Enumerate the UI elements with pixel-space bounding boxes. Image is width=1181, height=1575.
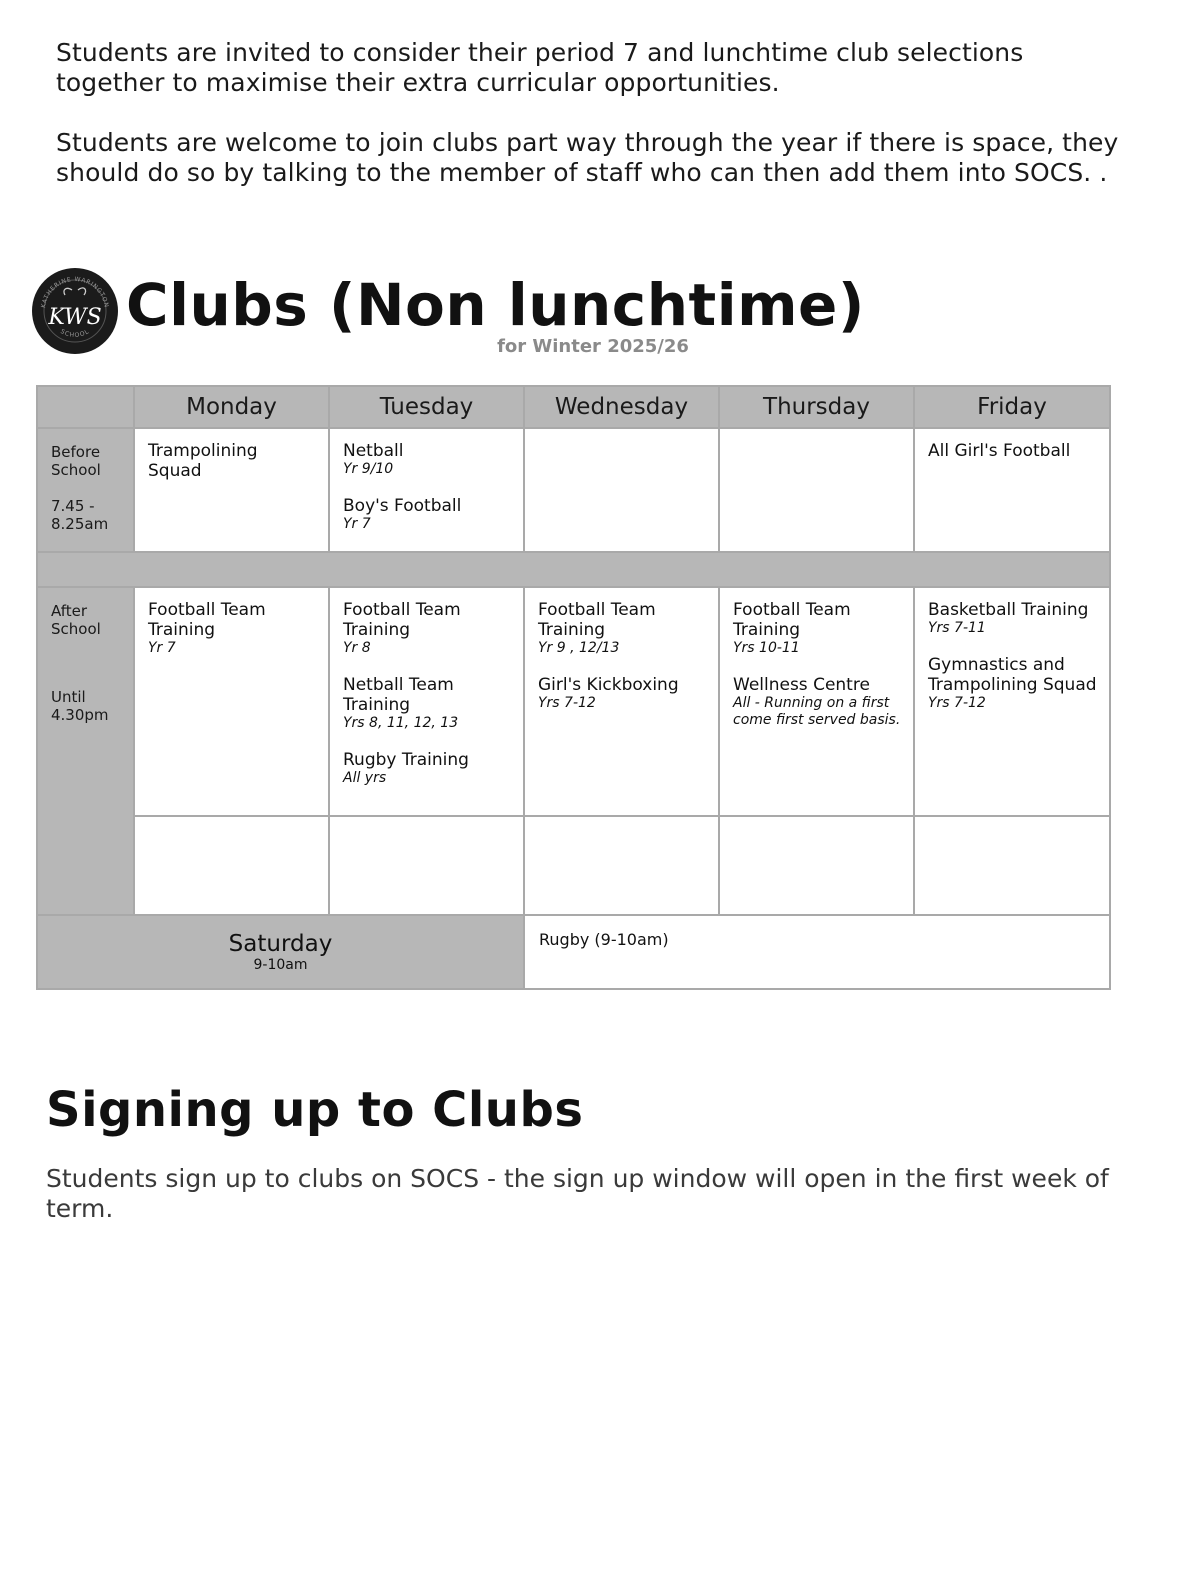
school-logo (32, 268, 118, 354)
before-school-monday (134, 428, 329, 552)
before-school-row (37, 428, 1110, 552)
club-year-groups: Yrs 10-11 (733, 640, 800, 656)
day-wednesday: Wednesday (524, 386, 719, 428)
after-school-tuesday (329, 587, 524, 816)
before-school-label (37, 428, 134, 552)
saturday-label (37, 915, 524, 989)
saturday-activity: Rugby (9-10am) (524, 915, 1110, 989)
day-thursday: Thursday (719, 386, 914, 428)
day-header-row (37, 386, 1110, 428)
after-school-thursday (719, 587, 914, 816)
club-name: Netball Team Training (343, 675, 454, 715)
club-year-groups: All yrs (343, 770, 387, 786)
club-name: Netball (343, 441, 404, 461)
intro-paragraph-1: Students are invited to consider their period 7 and lunchtime club selections together to maximise their extra curricular opportunities. (56, 38, 1024, 97)
after-school-time: Until 4.30pm (51, 688, 109, 724)
club-name: Football Team Training (733, 600, 851, 640)
club-entry (148, 600, 316, 657)
intro-text (56, 38, 1136, 218)
signup-body: Students sign up to clubs on SOCS - the sign up window will open in the first week of term. (46, 1164, 1109, 1223)
club-entry (928, 655, 1097, 712)
club-name: Football Team Training (343, 600, 461, 640)
club-entry (733, 675, 901, 729)
empty-cell-friday (914, 816, 1110, 915)
empty-cell-thursday (719, 816, 914, 915)
day-tuesday: Tuesday (329, 386, 524, 428)
svg-text:SCHOOL: SCHOOL (59, 327, 91, 340)
club-name: Rugby Training (343, 750, 469, 770)
separator-row (37, 552, 1110, 587)
club-year-groups: Yr 9/10 (343, 461, 394, 477)
signup-title: Signing up to Clubs (46, 1082, 584, 1138)
before-school-thursday (719, 428, 914, 552)
club-year-groups: All - Running on a first come first served basis. (733, 695, 901, 728)
club-entry (343, 750, 511, 787)
club-entry (343, 496, 511, 533)
before-school-title: Before School (51, 443, 101, 479)
after-school-friday (914, 587, 1110, 816)
club-name: Gymnastics and Trampolining Squad (928, 655, 1097, 695)
club-entry (928, 441, 1097, 461)
school-crest-icon (32, 268, 118, 354)
club-name: Boy's Football (343, 496, 462, 516)
saturday-time: 9-10am (253, 957, 308, 973)
before-school-time: 7.45 - 8.25am (51, 497, 109, 533)
svg-text:KWS: KWS (48, 305, 102, 330)
after-school-row (37, 587, 1110, 816)
saturday-row (37, 915, 1110, 989)
club-name: Trampolining Squad (148, 441, 258, 481)
club-year-groups: Yrs 7-11 (928, 620, 986, 636)
club-name: Girl's Kickboxing (538, 675, 679, 695)
club-entry (343, 675, 511, 732)
empty-cell-wednesday (524, 816, 719, 915)
corner-cell (37, 386, 134, 428)
club-year-groups: Yr 7 (148, 640, 176, 656)
club-entry (343, 441, 511, 478)
club-entry (538, 600, 706, 657)
club-entry (928, 600, 1097, 637)
club-year-groups: Yrs 7-12 (928, 695, 986, 711)
svg-text:KATHERINE WARINGTON: KATHERINE WARINGTON (40, 275, 110, 309)
before-school-wednesday (524, 428, 719, 552)
club-name: Football Team Training (538, 600, 656, 640)
page-subtitle: for Winter 2025/26 (497, 336, 689, 357)
club-year-groups: Yr 8 (343, 640, 371, 656)
clubs-timetable (36, 385, 1111, 990)
club-entry (343, 600, 511, 657)
day-monday: Monday (134, 386, 329, 428)
club-name: Football Team Training (148, 600, 266, 640)
club-year-groups: Yr 9 , 12/13 (538, 640, 620, 656)
club-entry (733, 600, 901, 657)
empty-cell-tuesday (329, 816, 524, 915)
day-friday: Friday (914, 386, 1110, 428)
club-name: Basketball Training (928, 600, 1089, 620)
club-name: Wellness Centre (733, 675, 870, 695)
empty-cell-monday (134, 816, 329, 915)
after-school-title: After School (51, 602, 101, 638)
club-year-groups: Yr 7 (343, 516, 371, 532)
saturday-title: Saturday (228, 931, 333, 957)
empty-row (37, 816, 1110, 915)
club-entry (538, 675, 706, 712)
club-name: All Girl's Football (928, 441, 1071, 461)
before-school-friday (914, 428, 1110, 552)
club-year-groups: Yrs 7-12 (538, 695, 596, 711)
separator-band (37, 552, 1110, 587)
after-school-label (37, 587, 134, 915)
after-school-wednesday (524, 587, 719, 816)
page-title: Clubs (Non lunchtime) (126, 271, 865, 339)
intro-paragraph-2: Students are welcome to join clubs part way through the year if there is space, they should do so by talking to the member of staff who can then add them into SOCS. . (56, 128, 1119, 187)
before-school-tuesday (329, 428, 524, 552)
club-year-groups: Yrs 8, 11, 12, 13 (343, 715, 459, 731)
club-entry (148, 441, 316, 481)
after-school-monday (134, 587, 329, 816)
